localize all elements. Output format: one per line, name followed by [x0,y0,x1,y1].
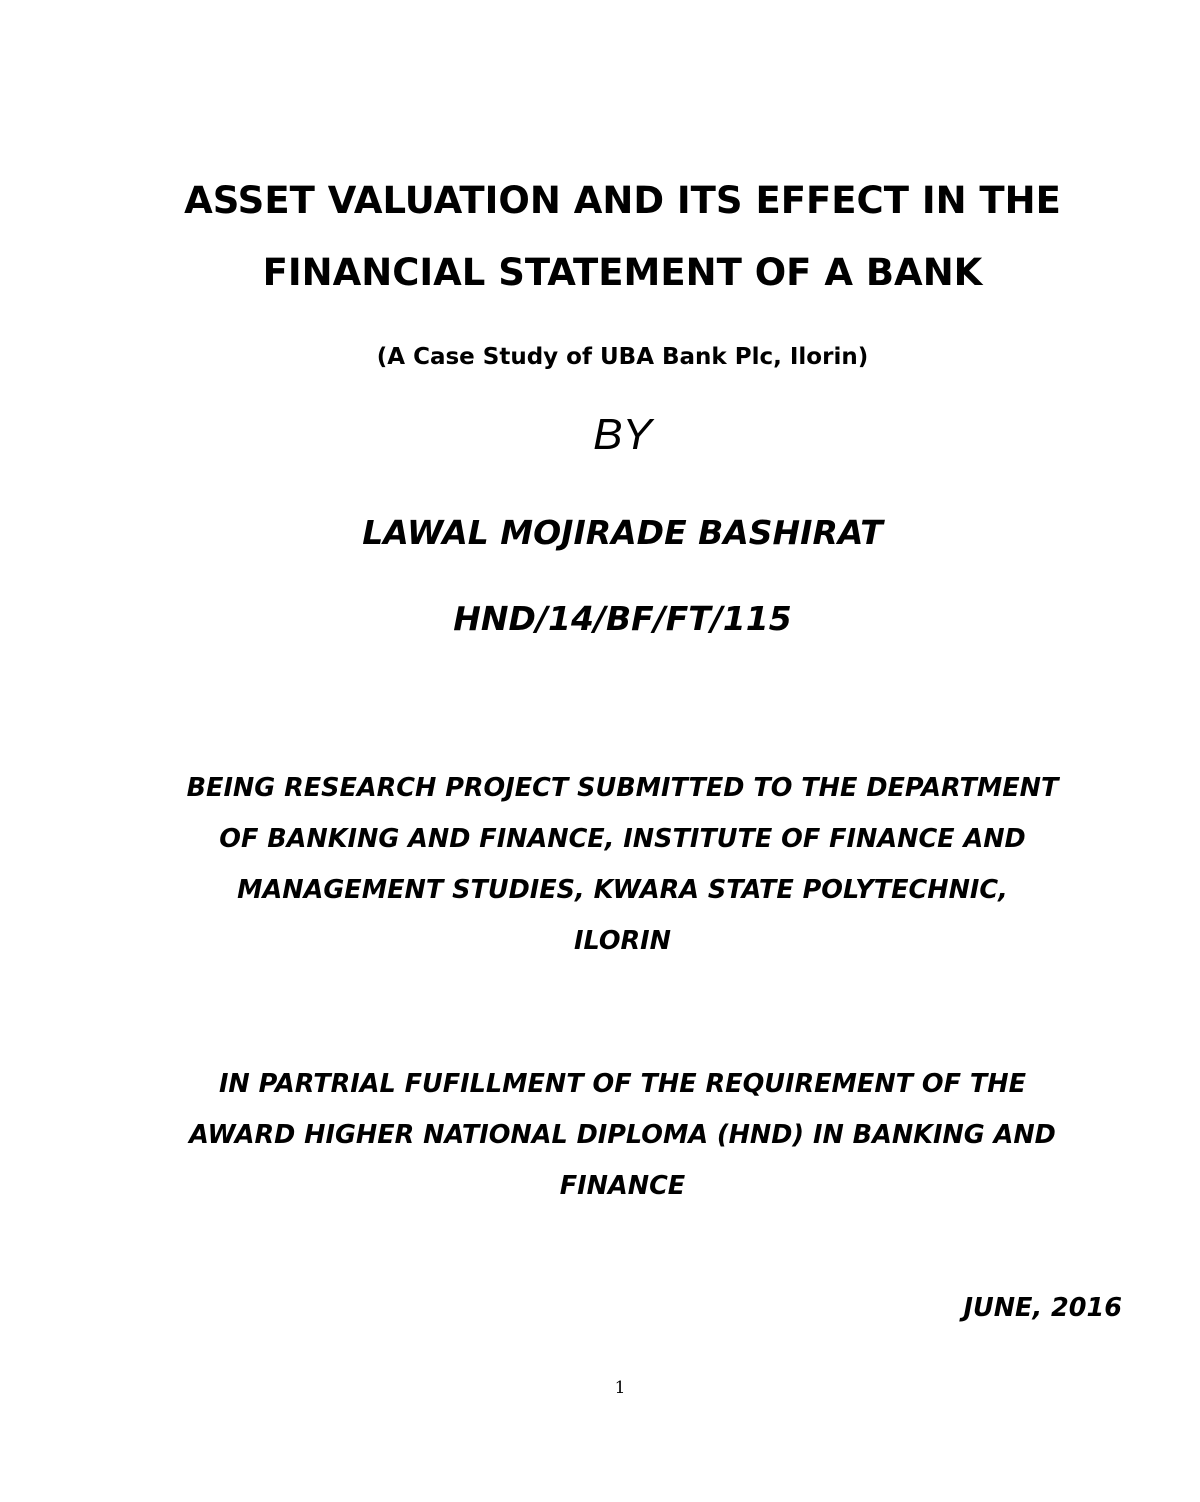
fulfillment-line: AWARD HIGHER NATIONAL DIPLOMA (HND) IN BANKING AND [189,1120,1056,1150]
fulfillment-line: FINANCE [559,1171,686,1201]
fulfillment-statement [100,1059,1145,1212]
submission-line: MANAGEMENT STUDIES, KWARA STATE POLYTECHNIC, [237,875,1008,905]
by-label: BY [593,410,652,459]
submission-line: BEING RESEARCH PROJECT SUBMITTED TO THE DEPARTMENT [186,773,1059,803]
fulfillment-line: IN PARTRIAL FUFILLMENT OF THE REQUIREMENT OF THE [218,1069,1027,1099]
submission-statement [100,763,1145,967]
title-line: FINANCIAL STATEMENT OF A BANK [262,251,983,294]
matric-number: HND/14/BF/FT/115 [453,599,792,638]
submission-date: JUNE, 2016 [963,1293,1122,1323]
author-name: LAWAL MOJIRADE BASHIRAT [362,513,883,552]
title-line: ASSET VALUATION AND ITS EFFECT IN THE [184,179,1061,222]
submission-line: ILORIN [574,926,671,956]
submission-line: OF BANKING AND FINANCE, INSTITUTE OF FINANCE AND [219,824,1026,854]
page-number: 1 [614,1378,626,1398]
case-study-subtitle: (A Case Study of UBA Bank Plc, Ilorin) [376,344,869,370]
document-title [100,165,1145,309]
